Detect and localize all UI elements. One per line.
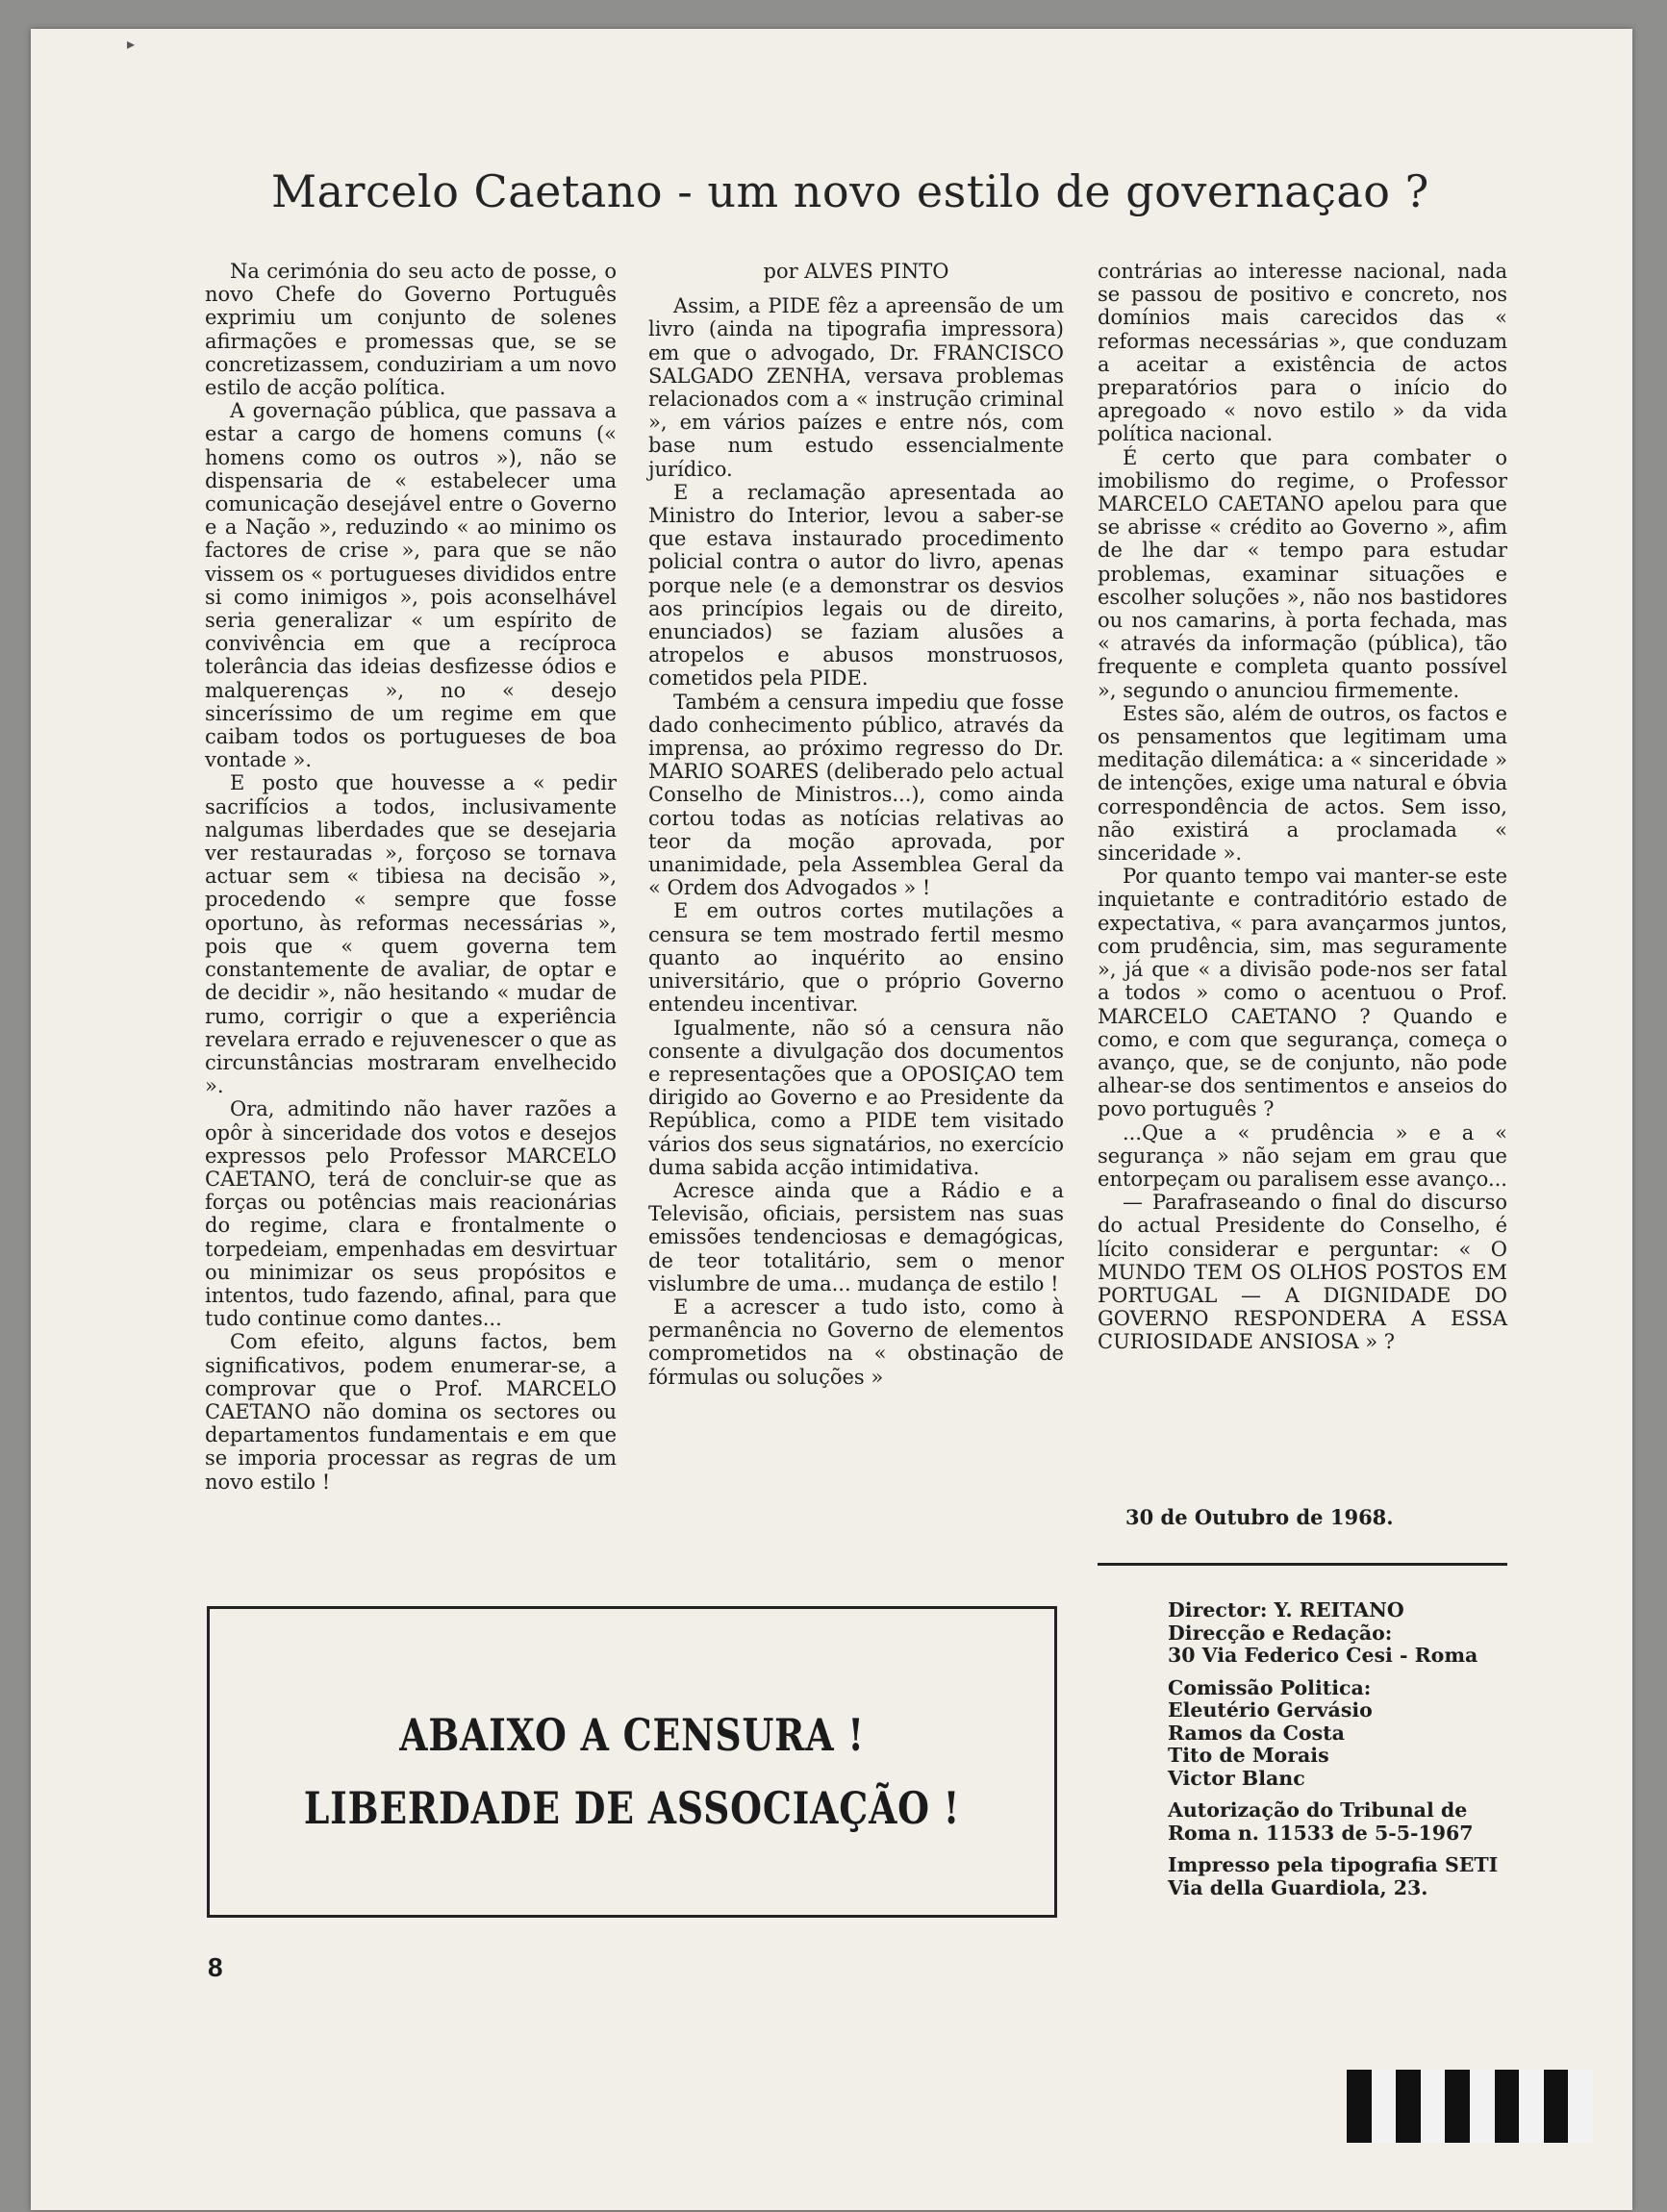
redaction-label: Direcção e Redação: bbox=[1168, 1621, 1393, 1645]
paragraph: Igualmente, não só a censura não consente a divulgação dos documentos e representações que a OPOSIÇAO tem dirigido ao Governo e ao Presidente da República, como a PIDE tem visitado vários dos seus signatários, no exercício duma sabida acção intimidativa. bbox=[648, 1016, 1064, 1179]
ruler-segment bbox=[1519, 2070, 1544, 2143]
ruler-segment bbox=[1396, 2070, 1421, 2143]
ruler-segment bbox=[1544, 2070, 1569, 2143]
ruler-segment bbox=[1470, 2070, 1495, 2143]
slogan-association: LIBERDADE DE ASSOCIAÇÃO ! bbox=[303, 1782, 961, 1834]
printer-line: Via della Guardiola, 23. bbox=[1168, 1875, 1428, 1899]
paragraph: Assim, a PIDE fêz a apreensão de um livro (ainda na tipografia impressora) em que o advogado, Dr. FRANCISCO SALGADO ZENHA, versava problemas relacionados com a « instrução criminal », em vários paízes e entre nós, com base num estudo essencialmente jurídico. bbox=[648, 294, 1064, 481]
page-number: 8 bbox=[208, 1952, 223, 1982]
paragraph: A governação pública, que passava a estar a cargo de homens comuns (« homens como os outros »), não se dispensaria de « estabelecer uma comunicação desejável entre o Governo e a Nação », reduzindo « ao minimo os factores de crise », para que se não vissem os « portugueses divididos entre si como inimigos », pois aconselhável seria generalizar « um espírito de convivência em que a recíproca tolerância das ideias desfizesse ódios e malquerenças », no « desejo sinceríssimo de um regime em que caibam todos os portugueses de boa vontade ». bbox=[205, 399, 617, 772]
paragraph: Por quanto tempo vai manter-se este inquietante e contraditório estado de expectativa, « para avançarmos juntos, com prudência, sim, mas seguramente », já que « a divisão pode-nos ser fatal a todos » como o acentuou o Prof. MARCELO CAETANO ? Quando e como, e com que segurança, começa o avanço, que, se de conjunto, não pode alhear-se dos sentimentos e anseios do povo português ? bbox=[1098, 865, 1507, 1121]
paragraph: Na cerimónia do seu acto de posse, o novo Chefe do Governo Português exprimiu um conjunto de solenes afirmações e promessas que, se se concretizassem, conduziriam a um novo estilo de acção política. bbox=[205, 260, 617, 400]
address-line: 30 Via Federico Cesi - Roma bbox=[1168, 1644, 1478, 1667]
ruler-segment bbox=[1445, 2070, 1470, 2143]
paragraph: Com efeito, alguns factos, bem significativos, podem enumerar-se, a comprovar que o Prof. MARCELO CAETANO não domina os sectores ou departamentos fundamentais e em que se imporia processar as regras de um novo estilo ! bbox=[205, 1330, 617, 1494]
commission-member: Tito de Morais bbox=[1168, 1744, 1329, 1767]
authorization-line: Autorização do Tribunal de bbox=[1168, 1798, 1468, 1822]
article-title: Marcelo Caetano - um novo estilo de governaçao ? bbox=[271, 165, 1429, 217]
article-date: 30 de Outubro de 1968. bbox=[1125, 1505, 1394, 1529]
paragraph: contrárias ao interesse nacional, nada se passou de positivo e concreto, nos domínios mais carecidos das « reformas necessárias », que conduzam a aceitar a existência de actos preparatórios para o início do apregoado « novo estilo » da vida política nacional. bbox=[1098, 260, 1507, 446]
ruler-segment bbox=[1421, 2070, 1446, 2143]
byline: por ALVES PINTO bbox=[763, 260, 949, 283]
slogan-censorship: ABAIXO A CENSURA ! bbox=[399, 1709, 865, 1761]
ruler-segment bbox=[1347, 2070, 1372, 2143]
paragraph: Também a censura impediu que fosse dado conhecimento público, através da imprensa, ao próximo regresso do Dr. MARIO SOARES (deliberado pelo actual Conselho de Ministros...), como ainda cortou todas as notícias relativas ao teor da moção aprovada, por unanimidade, pela Assemblea Geral da « Ordem dos Advogados » ! bbox=[648, 690, 1064, 900]
paragraph: Estes são, além de outros, os factos e os pensamentos que legitimam uma meditação dilemática: a « sinceridade » de intenções, exige uma natural e óbvia correspondência de actos. Sem isso, não existirá a proclamada « sinceridade ». bbox=[1098, 701, 1507, 866]
scan-scale-ruler bbox=[1347, 2070, 1593, 2143]
masthead-info bbox=[1168, 1599, 1514, 1899]
paragraph: E a acrescer a tudo isto, como à permanência no Governo de elementos comprometidos na « obstinação de fórmulas ou soluções » bbox=[648, 1295, 1064, 1389]
paragraph: ...Que a « prudência » e a « segurança » não sejam em grau que entorpeçam ou paralisem esse avanço... bbox=[1098, 1120, 1507, 1191]
paragraph: E posto que houvesse a « pedir sacrifícios a todos, inclusivamente nalgumas liberdades que se desejaria ver restauradas », forçoso se tornava actuar sem « tibiesa na decisão », procedendo « sempre que fosse oportuno, às reformas necessárias », pois que « quem governa tem constantemente de avaliar, de optar e de decidir », não hesitando « mudar de rumo, corrigir o que a experiência revelara errado e rejuvenescer o que as circunstâncias mostraram envelhecido ». bbox=[205, 771, 617, 1098]
article-column-2 bbox=[648, 260, 1064, 1389]
corner-mark: ▸ bbox=[127, 37, 136, 53]
director-line: Director: Y. REITANO bbox=[1168, 1598, 1404, 1621]
slogan-box bbox=[207, 1606, 1057, 1918]
ruler-segment bbox=[1372, 2070, 1397, 2143]
article-column-3 bbox=[1098, 260, 1507, 1354]
commission-member: Eleutério Gervásio bbox=[1168, 1698, 1373, 1722]
authorization-line: Roma n. 11533 de 5-5-1967 bbox=[1168, 1821, 1474, 1845]
paragraph: É certo que para combater o imobilismo do regime, o Professor MARCELO CAETANO apelou para que se abrisse « crédito ao Governo », afim de lhe dar « tempo para estudar problemas, examinar situações e escolher soluções », não nos bastidores ou nos camarins, à porta fechada, mas « através da informação (pública), tão frequente e completa quanto possível », segundo o anunciou firmemente. bbox=[1098, 445, 1507, 702]
commission-member: Victor Blanc bbox=[1168, 1766, 1305, 1790]
ruler-segment bbox=[1495, 2070, 1520, 2143]
paragraph: E a reclamação apresentada ao Ministro do Interior, levou a saber-se que estava instaurado procedimento policial contra o autor do livro, apenas porque nele (e a demonstrar os desvios aos princípios legais ou de direito, enunciados) se faziam alusões a atropelos e abusos monstruosos, cometidos pela PIDE. bbox=[648, 480, 1064, 691]
divider bbox=[1098, 1563, 1507, 1566]
commission-member: Ramos da Costa bbox=[1168, 1721, 1345, 1745]
commission-label: Comissão Politica: bbox=[1168, 1675, 1372, 1699]
paragraph: Acresce ainda que a Rádio e a Televisão, oficiais, persistem nas suas emissões tendenciosas e demagógicas, de teor totalitário, sem o menor vislumbre de uma... mudança de estilo ! bbox=[648, 1178, 1064, 1295]
article-column-1 bbox=[205, 260, 617, 1494]
paragraph: E em outros cortes mutilações a censura se tem mostrado fertil mesmo quanto ao inquérito ao ensino universitário, que o próprio Governo entendeu incentivar. bbox=[648, 899, 1064, 1017]
paragraph: Ora, admitindo não haver razões a opôr à sinceridade dos votos e desejos expressos pelo Professor MARCELO CAETANO, terá de concluir-se que as forças ou potências mais reacionárias do regime, clara e frontalmente o torpedeiam, empenhadas em desvirtuar ou minimizar os seus propósitos e intentos, tudo fazendo, afinal, para que tudo continue como dantes... bbox=[205, 1097, 617, 1331]
paragraph: — Parafraseando o final do discurso do actual Presidente do Conselho, é lícito considerar e perguntar: « O MUNDO TEM OS OLHOS POSTOS EM PORTUGAL — A DIGNIDADE DO GOVERNO RESPONDERA A ESSA CURIOSIDADE ANSIOSA » ? bbox=[1098, 1191, 1507, 1354]
ruler-segment bbox=[1568, 2070, 1593, 2143]
printer-line: Impresso pela tipografia SETI bbox=[1168, 1853, 1499, 1876]
